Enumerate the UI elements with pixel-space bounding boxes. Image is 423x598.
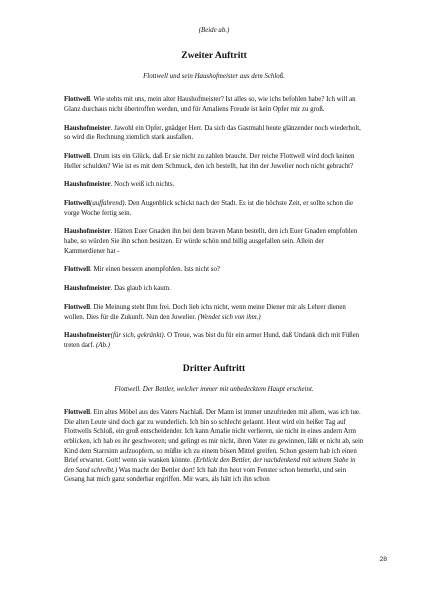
dialogue-text: . Noch weiß ich nichts.	[110, 181, 175, 189]
dialogue-text: . Mir einen bessern anempfohlen. Ists nicht so?	[90, 266, 220, 274]
dialogue-line	[64, 227, 364, 256]
speaker-name: Flottwell	[64, 409, 91, 417]
dialogue-text: . O Treue, was bist du für ein armer Hund, daß Undank dich mit Füßen treten darf.	[64, 332, 360, 349]
scene-description-3: Flottwell. Der Bettler, welcher immer mit unbedecktem Haupt erscheint.	[114, 385, 314, 393]
scene-title-3: Dritter Auftritt	[182, 362, 246, 374]
dialogue-text: . Hätten Euer Gnaden ihn bei dem braven Mann bestellt, den ich Euer Gnaden empfohlen habe, so würden Sie ihn schon besitzen. Er würde schön und billig ausgefallen sein. Allein der Kammerdiener hat -	[64, 228, 358, 255]
dialogue-line	[64, 303, 364, 322]
dialogue-text: . Ein altes Möbel aus des Vaters Nachlaß. Der Mann ist immer unzufrieden mit allem, was ich tue. Die alten Leute sind doch gar zu wunderlich. Ich bin so schlecht gelaunt. Heut wird ein heißer Tag auf Flottwells Schloß, ein groß entscheidender. Ich kann Amalie nicht verlieren, sie nicht in eines andern Arm erblicken, ich hab es ihr geschworen; und gelingt es mir nicht, ihren Vater zu gewinnen, läßt er nicht ab, sein Kind dem Starrsinn aufzuopfern, so müßte ich zu einem bösen Mittel greifen. Schon gestern hab ich einen Brief erwartet. Gott! wenn sie wanken könnte.	[64, 409, 364, 465]
speaker-name: Haushofmeister	[64, 228, 111, 236]
stage-direction: (Wendet sich von ihm.)	[197, 313, 261, 321]
speaker-name: Flottwell	[64, 96, 91, 104]
dialogue-text: . Jawohl ein Opfer, gnädger Herr. Da sich das Gastmahl heute glänzender noch wiederholt, so wird die Rechnung ziemlich stark ausfallen.	[64, 124, 361, 142]
scene-2-dialogue	[64, 95, 364, 350]
stage-direction: (auffahrend)	[90, 200, 125, 208]
dialogue-line	[64, 331, 364, 350]
stage-direction-exit: (Beide ab.)	[198, 27, 230, 34]
stage-direction: (Erblickt den Bettler, der nachdenkend mit seinem Stabe in den Sand schreibt.)	[64, 457, 356, 474]
dialogue-line	[64, 152, 364, 171]
page-number: 28	[379, 556, 387, 563]
dialogue-text: Was macht der Bettler dort! Ich hab ihn heut vom Fenster schon bemerkt, und sein Gesang hat mich ganz sonderbar ergriffen. Mir wars, als hätt ich ihn schon	[64, 466, 347, 484]
speaker-name: Flottwell	[64, 200, 91, 208]
dialogue-line	[64, 180, 364, 190]
dialogue-text: . Das glaub ich kaum.	[110, 285, 171, 293]
dialogue-text: . Die Meinung steht Ihm frei. Doch lieb ichs nicht, wenn meine Diener mir als Lehrer dienen wollen. Dies für die Zukunft. Nun den Juwelier.	[64, 304, 346, 321]
stage-direction: (für sich, gekränkt)	[110, 332, 164, 340]
dialogue-line	[64, 124, 364, 143]
speaker-name: Flottwell	[64, 266, 91, 274]
page-content	[64, 26, 364, 494]
dialogue-line	[64, 284, 364, 294]
dialogue-line	[64, 408, 364, 485]
speaker-name: Haushofmeister	[64, 181, 111, 189]
stage-direction: (Ab.)	[95, 341, 110, 349]
dialogue-line	[64, 265, 364, 275]
speaker-name: Flottwell	[64, 152, 91, 160]
speaker-name: Haushofmeister	[64, 124, 111, 132]
dialogue-text: . Wie stehts mit uns, mein alter Haushofmeister? Ist alles so, wie ichs befohlen habe? Ich will an Glanz durchaus nicht übertroffen werden, und für Amaliens Freude ist kein Opfer mir zu groß.	[64, 96, 356, 113]
dialogue-text: . Den Augenblick schickt nach der Stadt. Es ist die höchste Zeit, er sollte schon die vorge Woche fertig sein.	[64, 200, 354, 217]
scene-description-2: Flottwell und sein Haushofmeister aus dem Schloß.	[143, 72, 285, 80]
speaker-name: Haushofmeister	[64, 332, 111, 340]
dialogue-line	[64, 199, 364, 218]
speaker-name: Haushofmeister	[64, 285, 111, 293]
dialogue-line	[64, 95, 364, 114]
dialogue-text: . Drum ists ein Glück, daß Er sie nicht zu zahlen braucht. Der reiche Flottwell wird doch keinen Heller schulden? Wie ist es mit dem Schmuck, den ich bestellt, hat ihn der Juwelier noch nicht gebracht?	[64, 152, 355, 170]
speaker-name: Flottwell	[64, 304, 91, 311]
scene-title-2: Zweiter Auftritt	[181, 49, 247, 61]
